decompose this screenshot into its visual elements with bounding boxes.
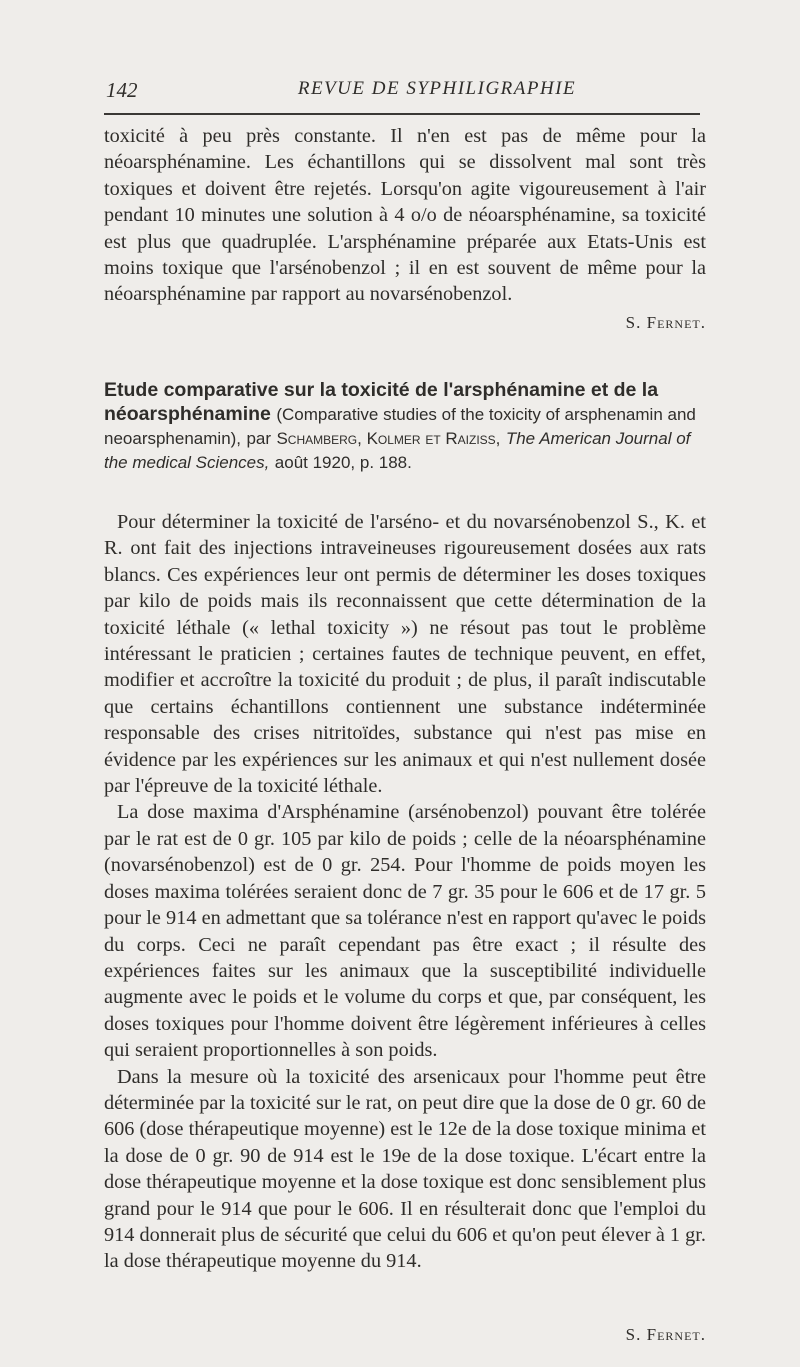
citation-date: août 1920, p. 188.: [274, 453, 412, 472]
journal-name: The American Journal of the medical Sciences,: [104, 429, 691, 472]
article-authors: Schamberg, Kolmer et Raiziss,: [276, 429, 501, 448]
body-paragraph: La dose maxima d'Arsphénamine (arsénobenzol) pouvant être tolérée par le rat est de 0 gr. 105 par kilo de poids ; celle de la néoarsphénamine (novarsénobenzol) est de 0 gr. 254. Pour l'homme de poids moyen les doses maxima tolérées seraient donc de 7 gr. 35 pour le 606 et de 17 gr. 5 pour le 914 en admettant que sa tolérance n'est en rapport qu'avec le poids du corps. Ceci ne paraît cependant pas être exact ; il résulte des expériences faites sur les animaux que la susceptibilité individuelle augmente avec le poids et le volume du corps et que, par conséquent, les doses toxiques pour l'homme doivent être légèrement inférieures à celles qui seraient proportionnelles à son poids.: [104, 801, 706, 1062]
page-number: 142: [106, 78, 138, 102]
running-title: REVUE DE SYPHILIGRAPHIE: [297, 78, 577, 99]
article-title: Etude comparative sur la toxicité de l'arsphénamine et de la néoarsphénamine: [104, 379, 659, 425]
intro-paragraph: toxicité à peu près constante. Il n'en est pas de même pour la néoarsphénamine. Les échantillons qui se dissolvent mal sont très toxiques et doivent être rejetés. Lorsqu'on agite vigoureusement à l'air pendant 10 minutes une solution à 4 o/o de néoarsphénamine, sa toxicité est plus que quadruplée. L'arsphénamine préparée aux Etats-Unis est moins toxique que l'arsénobenzol ; il en est souvent de même pour la néoarsphénamine par rapport au novarsénobenzol.: [104, 125, 706, 306]
authors-prefix: par: [246, 429, 272, 448]
article-body: [104, 509, 706, 1275]
intro-signature: S. Fernet.: [625, 313, 706, 332]
article-translation: (Comparative studies of the toxicity of arsphenamin and neoarsphenamin),: [104, 405, 696, 448]
intro-section: [104, 123, 706, 308]
article-signature: S. Fernet.: [625, 1325, 706, 1344]
header-rule: [104, 113, 700, 115]
article-heading: [104, 378, 704, 474]
page-header: [104, 78, 700, 106]
body-paragraph: Pour déterminer la toxicité de l'arséno- et du novarsénobenzol S., K. et R. ont fait des injections intraveineuses rigoureusement dosées aux rats blancs. Ces expériences leur ont permis de déterminer les doses toxiques par kilo de poids mais ils reconnaissent que cette détermination de la toxicité léthale (« lethal toxicity ») ne résout pas tout le problème intéressant le praticien ; certaines fautes de technique peuvent, en effet, modifier et accroître la toxicité du produit ; de plus, il paraît indiscutable que certains échantillons contiennent une substance indéterminée responsable des crises nitritoïdes, substance qui n'est pas mise en évidence par les expériences sur les animaux et qui n'est nullement dosée par l'épreuve de la toxicité léthale.: [104, 511, 706, 798]
article-title-block: [104, 378, 704, 474]
body-paragraph: Dans la mesure où la toxicité des arsenicaux pour l'homme peut être déterminée par la toxicité sur le rat, on peut dire que la dose de 0 gr. 60 de 606 (dose thérapeutique moyenne) est le 12e de la dose toxique minima et la dose de 0 gr. 90 de 914 est le 19e de la dose toxique. L'écart entre la dose thérapeutique moyenne et la dose toxique est donc sensiblement plus grand pour le 914 que pour le 606. Il en résulterait donc que l'emploi du 914 donnerait plus de sécurité que celui du 606 et qu'on peut élever à 1 gr. la dose thérapeutique moyenne du 914.: [104, 1065, 706, 1273]
